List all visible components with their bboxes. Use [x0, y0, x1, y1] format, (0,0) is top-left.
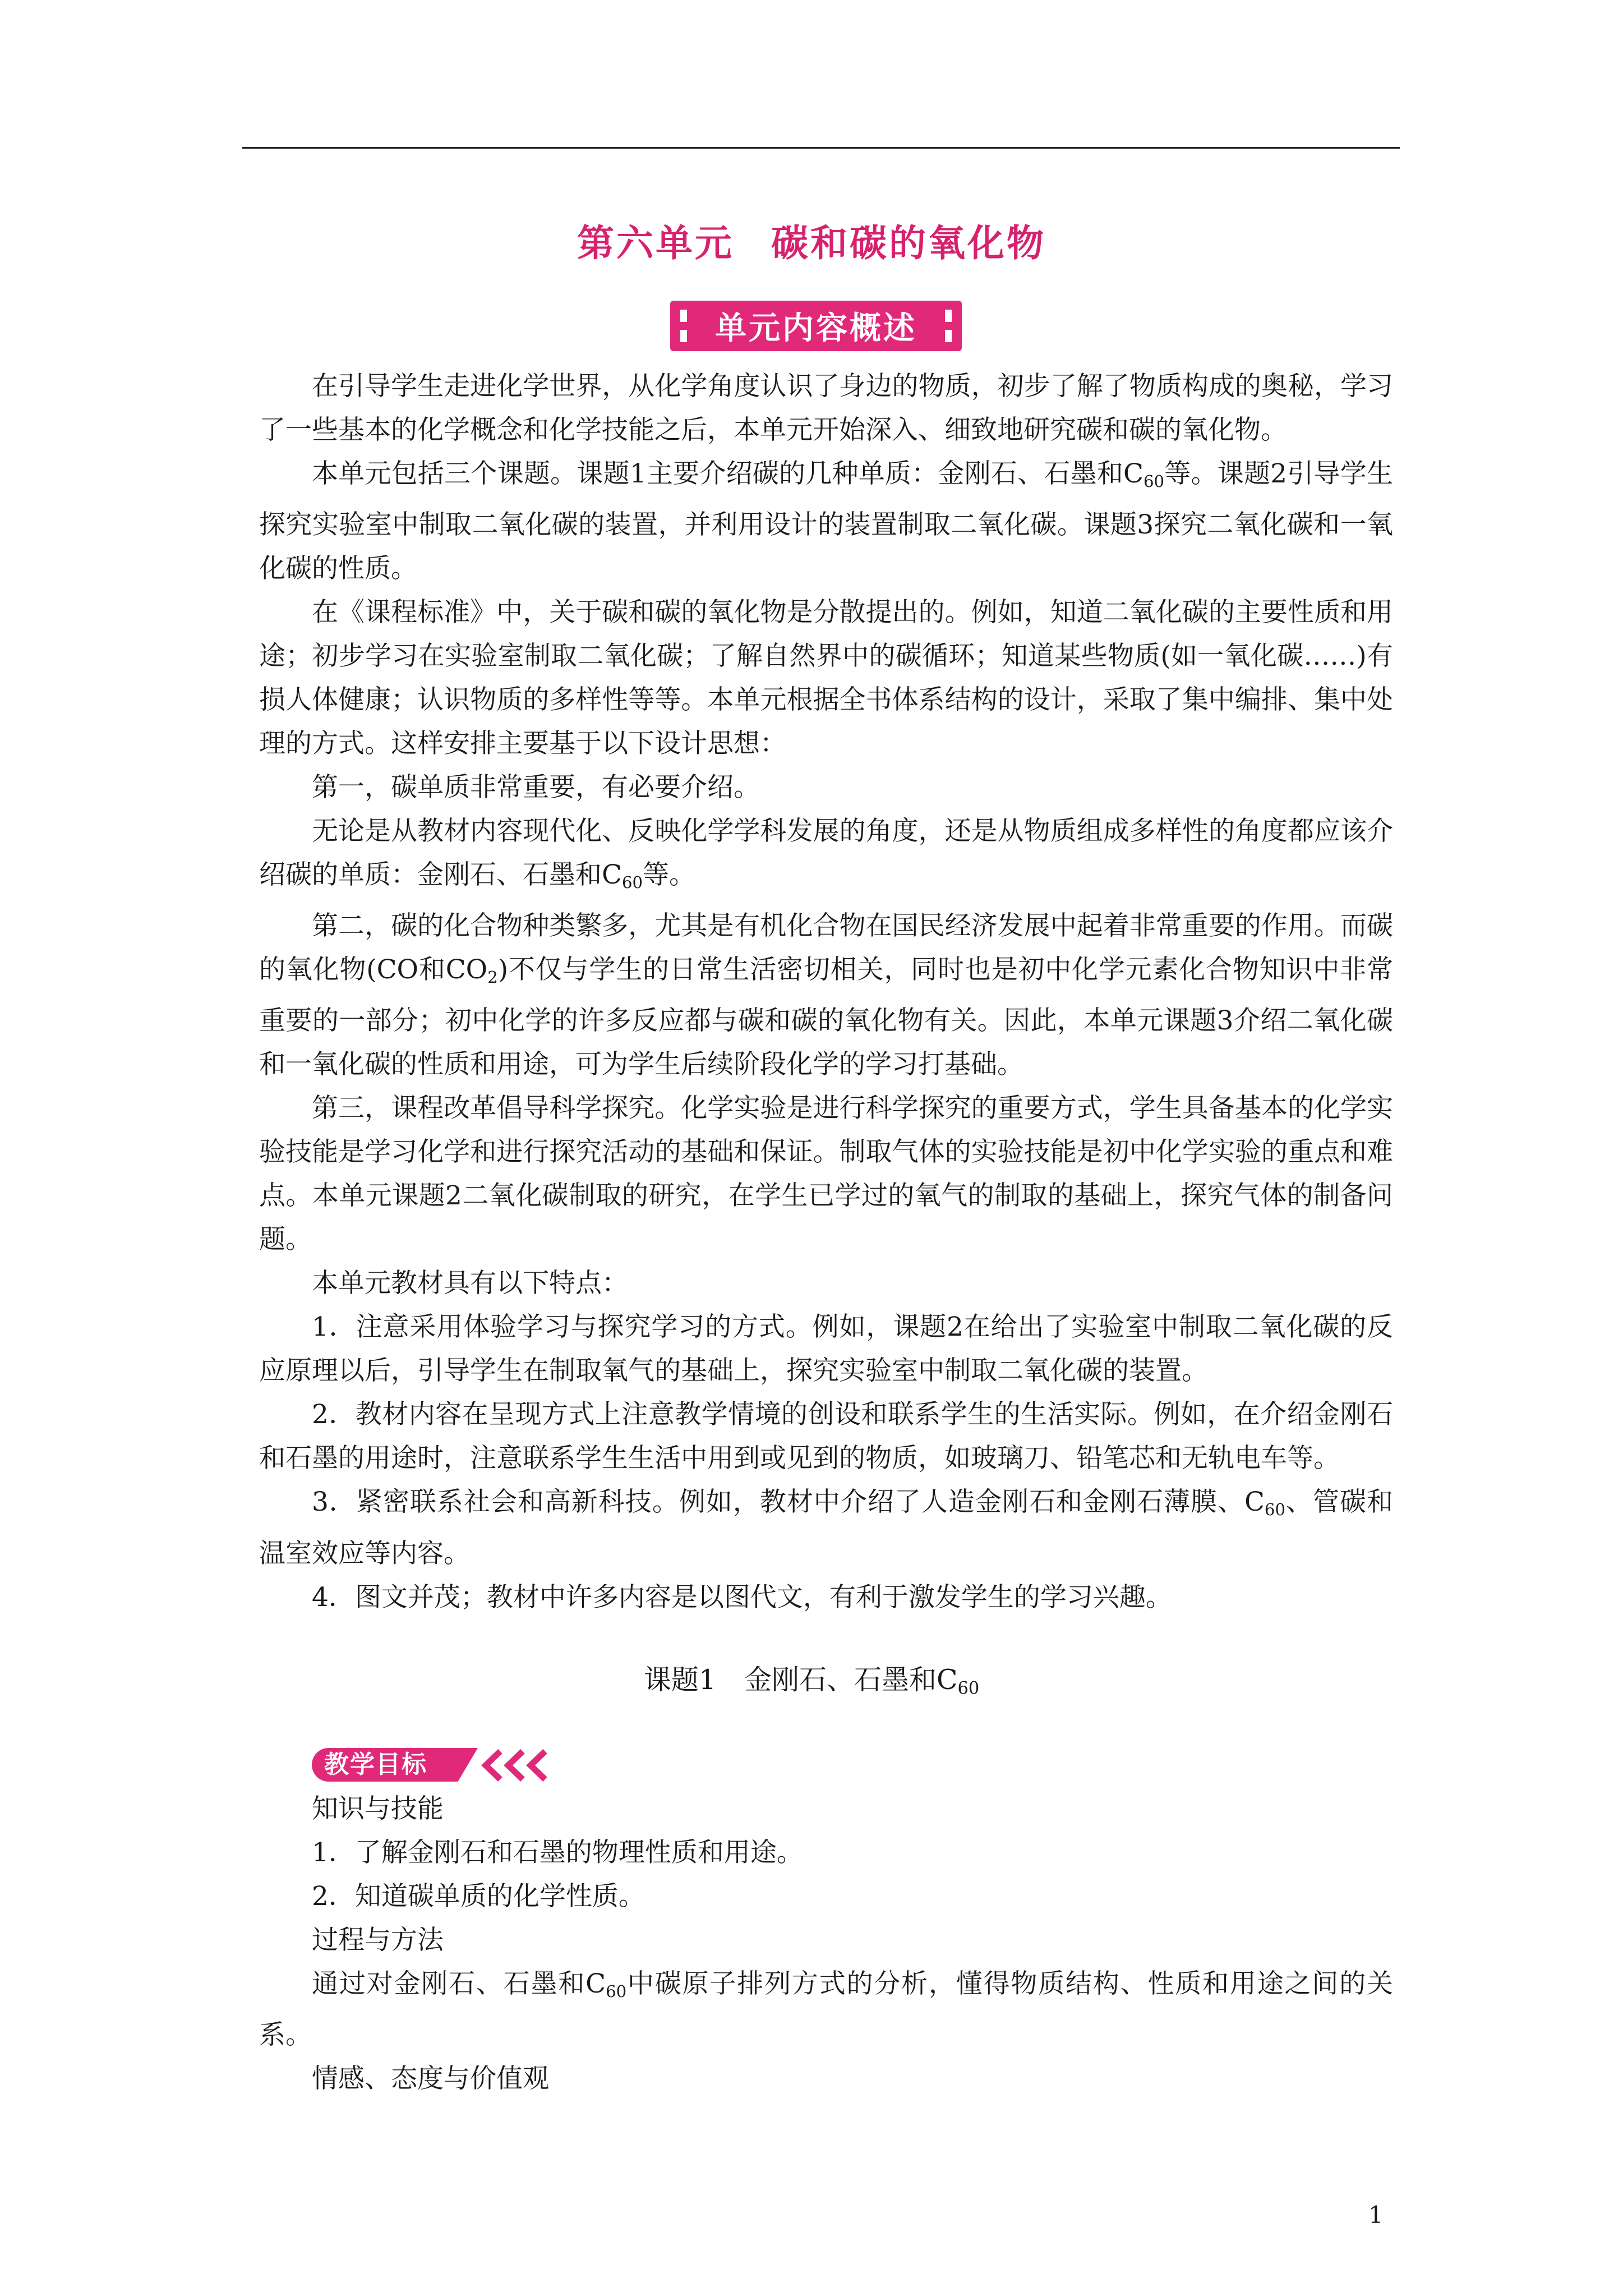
banner-right-mark: [945, 310, 952, 342]
goal-heading: 过程与方法: [312, 1925, 444, 1955]
unit-number: 第六单元: [577, 221, 734, 265]
paragraph: 在《课程标准》中，关于碳和碳的氧化物是分散提出的。例如，知道二氧化碳的主要性质和用途；初步学习在实验室制取二氧化碳；了解自然界中的碳循环；知道某些物质(如一氧化碳……)有损人体健康；认识物质的多样性等等。本单元根据全书体系结构的设计，采取了集中编排、集中处理的方式。这样安排主要基于以下设计思想：: [259, 597, 1393, 760]
paragraph: 4．图文并茂；教材中许多内容是以图代文，有利于激发学生的学习兴趣。: [312, 1581, 1172, 1613]
paragraph: 第三，课程改革倡导科学探究。化学实验是进行科学探究的重要方式，学生具备基本的化学实验技能是学习化学和进行探究活动的基础和保证。制取气体的实验技能是初中化学实验的重点和难点。本单元课题2二氧化碳制取的研究，在学生已学过的氧气的制取的基础上，探究气体的制备问题。: [259, 1093, 1393, 1255]
paragraph: 第一，碳单质非常重要，有必要介绍。: [312, 772, 760, 803]
text-run: 本单元包括三个课题。课题1主要介绍碳的几种单质：金刚石、石墨和C: [312, 458, 1144, 489]
goal-item: [259, 1962, 1393, 2057]
subscript: 2: [487, 968, 498, 987]
lesson-title: [0, 1660, 1623, 1709]
text-run: 3．紧密联系社会和高新科技。例如，教材中介绍了人造金刚石和金刚石薄膜、C: [312, 1487, 1265, 1518]
text-run: 无论是从教材内容现代化、反映化学学科发展的角度，还是从物质组成多样性的角度都应该介绍碳的单质：金刚石、石墨和C: [259, 816, 1393, 891]
goal-heading: 知识与技能: [312, 1793, 444, 1824]
text-run: 等。: [643, 859, 696, 891]
text-run: 、管碳和温室效应等内容。: [259, 1487, 1393, 1569]
subscript: 60: [1143, 472, 1165, 491]
goal-item: 1．了解金刚石和石墨的物理性质和用途。: [312, 1837, 803, 1868]
banner-left-mark: [680, 310, 687, 342]
teaching-goals-text: [259, 1787, 1393, 2101]
text-run: 等。课题2引导学生探究实验室中制取二氧化碳的装置，并利用设计的装置制取二氧化碳。课题3探究二氧化碳和一氧化碳的性质。: [259, 458, 1393, 585]
subscript: 60: [957, 1678, 980, 1699]
paragraph: [259, 904, 1393, 1087]
tag-label: 教学目标: [324, 1750, 427, 1779]
section-banner: [670, 301, 962, 351]
lesson-number: 课题1: [643, 1664, 717, 1696]
text-run: )不仅与学生的日常生活密切相关，同时也是初中化学元素化合物知识中非常重要的一部分；初中化学的许多反应都与碳和碳的氧化物有关。因此，本单元课题3介绍二氧化碳和一氧化碳的性质和用途，可为学生后续阶段化学的学习打基础。: [259, 954, 1393, 1080]
lesson-name: 金刚石、石墨和C: [744, 1664, 958, 1696]
unit-title: [0, 213, 1623, 266]
goal-heading: 情感、态度与价值观: [312, 2063, 549, 2095]
text-run: 第二，碳的化合物种类繁多，尤其是有机化合物在国民经济发展中起着非常重要的作用。而碳的氧化物(CO和CO: [259, 910, 1393, 986]
text-run: 中碳原子排列方式的分析，懂得物质结构、性质和用途之间的关系。: [259, 1968, 1394, 2051]
paragraph: 本单元教材具有以下特点：: [312, 1268, 628, 1299]
banner-label: 单元内容概述: [715, 310, 917, 347]
paragraph: 1．注意采用体验学习与探究学习的方式。例如，课题2在给出了实验室中制取二氧化碳的反应原理以后，引导学生在制取氧气的基础上，探究实验室中制取二氧化碳的装置。: [259, 1312, 1393, 1387]
subscript: 60: [1264, 1500, 1285, 1520]
subscript: 60: [621, 873, 643, 892]
goal-item: 2．知道碳单质的化学性质。: [312, 1881, 645, 1912]
paragraph: [259, 452, 1393, 591]
subscript: 60: [606, 1982, 627, 2001]
page-number: 1: [1368, 2201, 1384, 2229]
text-run: 通过对金刚石、石墨和C: [312, 1968, 606, 1999]
header-rule: [242, 147, 1400, 149]
teaching-goals-tag: [312, 1745, 559, 1786]
paragraph: [259, 809, 1393, 904]
paragraph: [259, 1480, 1393, 1575]
chevrons-left-icon: [480, 1747, 564, 1784]
unit-overview-text: [259, 365, 1393, 1619]
paragraph: 2．教材内容在呈现方式上注意教学情境的创设和联系学生的生活实际。例如，在介绍金刚石和石墨的用途时，注意联系学生生活中用到或见到的物质，如玻璃刀、铅笔芯和无轨电车等。: [259, 1399, 1393, 1474]
paragraph: 在引导学生走进化学世界，从化学角度认识了身边的物质，初步了解了物质构成的奥秘，学习了一些基本的化学概念和化学技能之后，本单元开始深入、细致地研究碳和碳的氧化物。: [259, 371, 1393, 445]
unit-name: 碳和碳的氧化物: [771, 221, 1046, 265]
